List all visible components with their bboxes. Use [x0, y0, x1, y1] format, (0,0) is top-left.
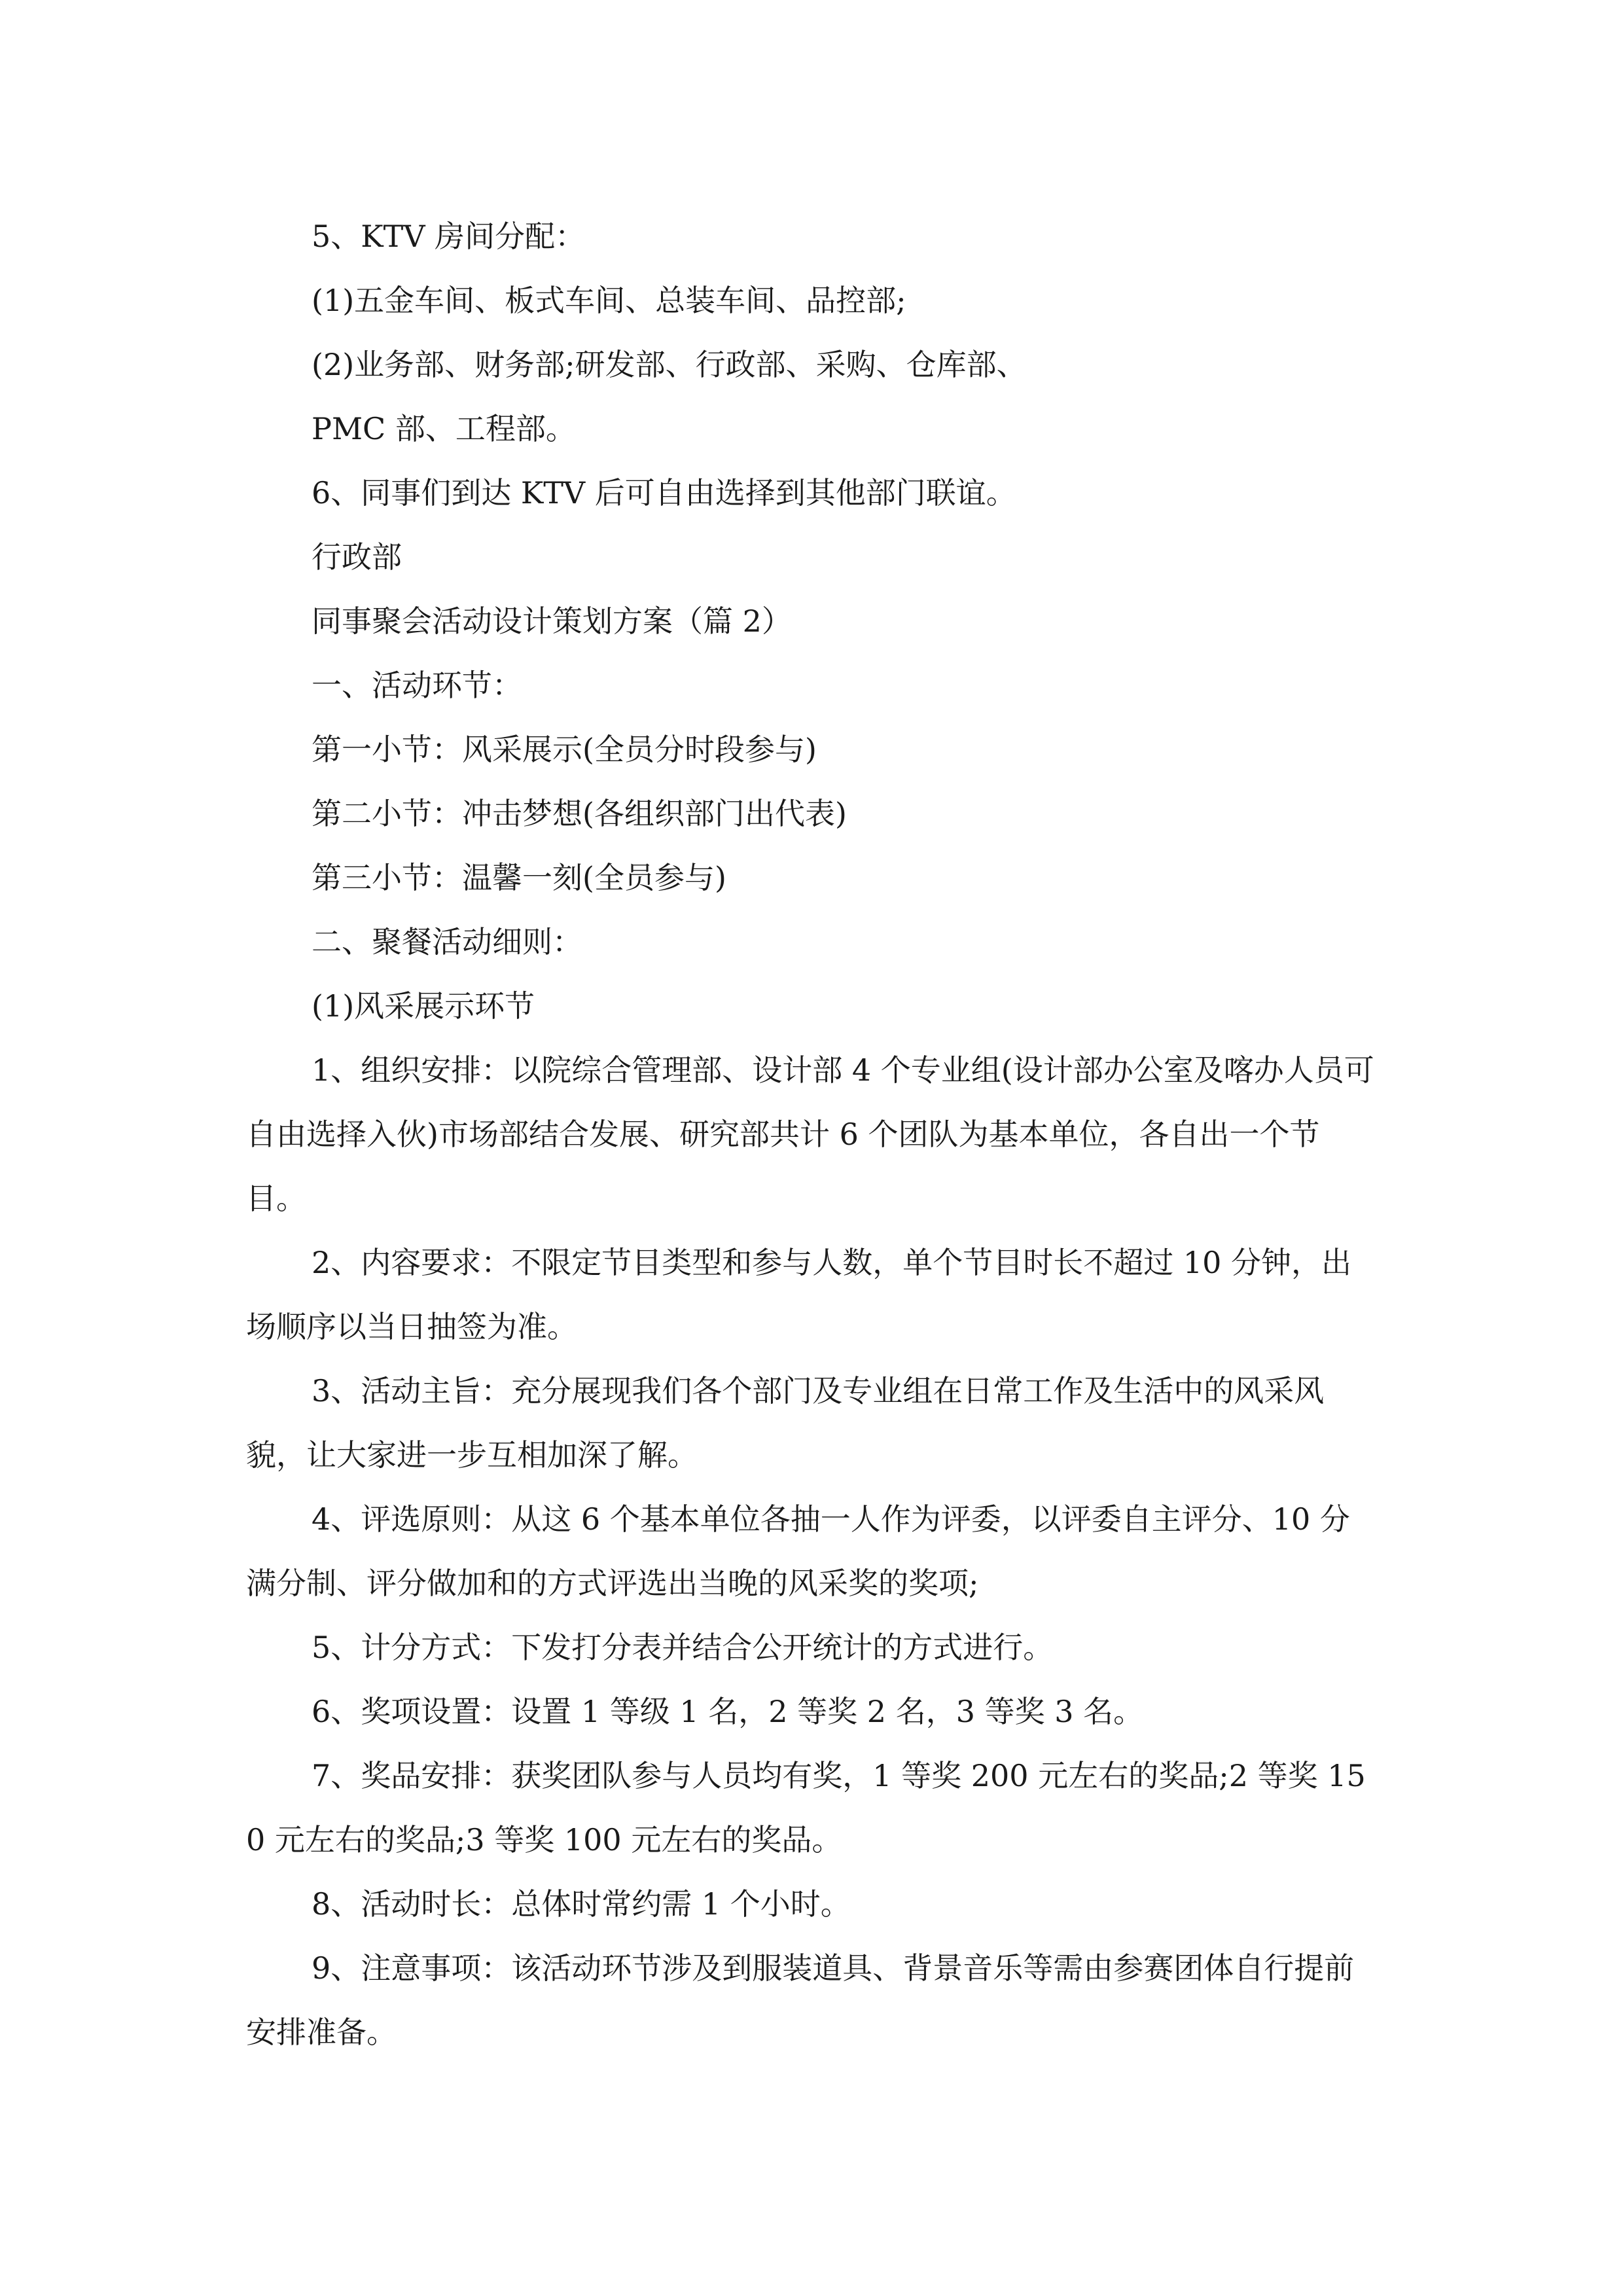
list-item-section-1: 第一小节：风采展示(全员分时段参与) — [312, 732, 817, 767]
paragraph-room-group-2: (2)业务部、财务部;研发部、行政部、采购、仓库部、 — [312, 347, 1027, 382]
rule-notes: 9、注意事项：该活动环节涉及到服装道具、背景音乐等需由参赛团体自行提前安排准备。 — [246, 1950, 1355, 2050]
rule-content-requirements: 2、内容要求：不限定节目类型和参与人数，单个节目时长不超过 10 分钟，出场顺序以当日抽签为准。 — [246, 1245, 1352, 1344]
paragraph-room-group-2-cont: PMC 部、工程部。 — [312, 411, 576, 446]
rule-scoring-method: 5、计分方式：下发打分表并结合公开统计的方式进行。 — [312, 1630, 1054, 1665]
rule-organization: 1、组织安排：以院综合管理部、设计部 4 个专业组(设计部办公室及喀办人员可自由选择入伙)市场部结合发展、研究部共计 6 个团队为基本单位，各自出一个节目。 — [246, 1052, 1374, 1216]
rule-judging-principle: 4、评选原则：从这 6 个基本单位各抽一人作为评委，以评委自主评分、10 分满分制、评分做加和的方式评选出当晚的风采奖的奖项; — [246, 1501, 1350, 1601]
rule-duration: 8、活动时长：总体时常约需 1 个小时。 — [312, 1886, 851, 1922]
document-body — [246, 204, 1378, 2064]
list-item-section-3: 第三小节：温馨一刻(全员参与) — [312, 860, 726, 895]
list-item-section-2: 第二小节：冲击梦想(各组织部门出代表) — [312, 796, 847, 831]
rule-activity-purpose: 3、活动主旨：充分展现我们各个部门及专业组在日常工作及生活中的风采风貌，让大家进一步互相加深了解。 — [246, 1373, 1325, 1473]
paragraph-free-choice: 6、同事们到达 KTV 后可自由选择到其他部门联谊。 — [312, 475, 1016, 511]
rule-award-setup: 6、奖项设置：设置 1 等级 1 名，2 等奖 2 名，3 等奖 3 名。 — [312, 1694, 1144, 1729]
heading-activity-sections: 一、活动环节： — [312, 668, 522, 703]
rule-prizes: 7、奖品安排：获奖团队参与人员均有奖，1 等奖 200 元左右的奖品;2 等奖 150 元左右的奖品;3 等奖 100 元左右的奖品。 — [246, 1758, 1366, 1857]
subheading-style-showcase: (1)风采展示环节 — [312, 988, 535, 1024]
paragraph-ktv-room-allocation: 5、KTV 房间分配： — [312, 219, 586, 254]
section-title: 同事聚会活动设计策划方案（篇 2） — [312, 603, 792, 639]
heading-dinner-rules: 二、聚餐活动细则： — [312, 924, 582, 960]
signature-department: 行政部 — [312, 539, 402, 575]
paragraph-room-group-1: (1)五金车间、板式车间、总装车间、品控部; — [312, 283, 906, 318]
